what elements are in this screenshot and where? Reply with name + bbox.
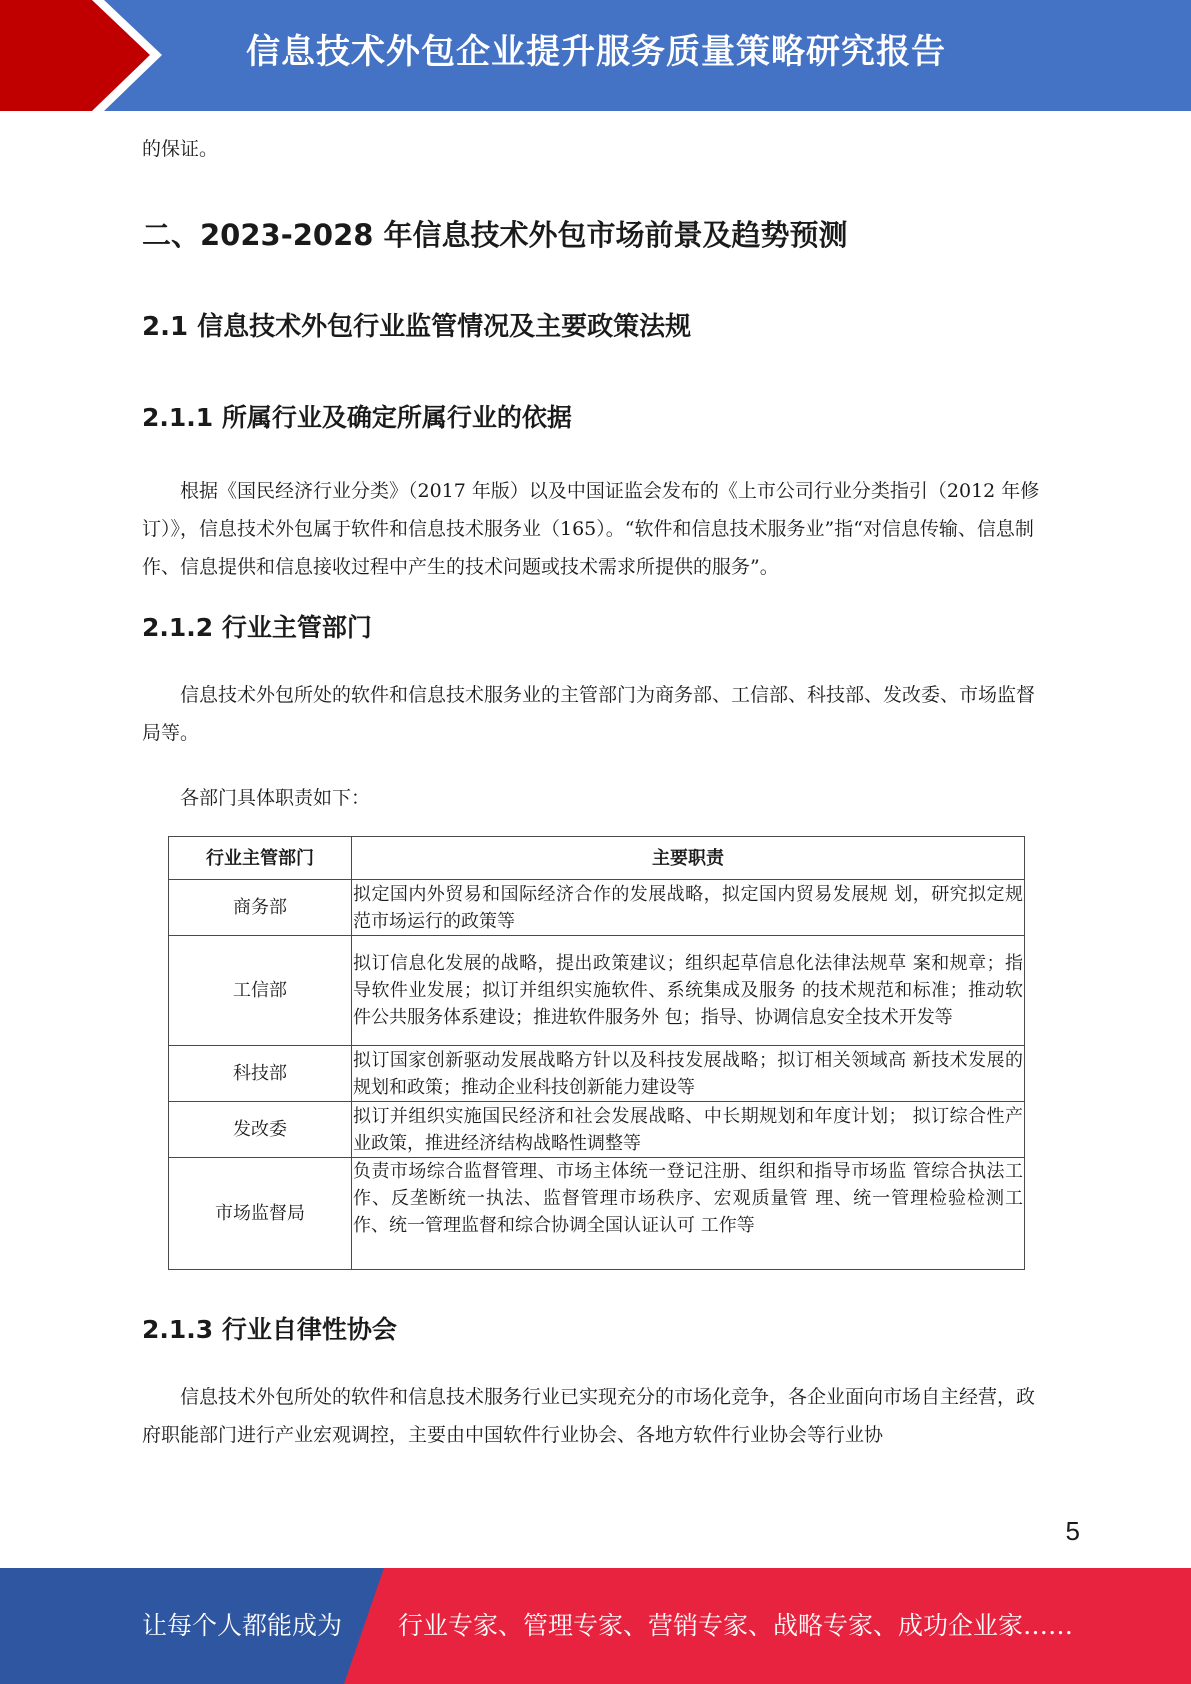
table-row xyxy=(169,936,1025,1046)
table-header-row xyxy=(169,837,1025,880)
table-row xyxy=(169,1102,1025,1158)
paragraph-2-1-3: 信息技术外包所处的软件和信息技术服务行业已实现充分的市场化竞争，各企业面向市场自主经营，政府职能部门进行产业宏观调控，主要由中国软件行业协会、各地方软件行业协会等行业协 xyxy=(142,1386,1036,1446)
table-cell-duty: 拟订国家创新驱动发展战略方针以及科技发展战略；拟订相关领域高 新技术发展的规划和政策；推动企业科技创新能力建设等 xyxy=(352,1046,1025,1102)
paragraph-duties-intro: 各部门具体职责如下： xyxy=(180,787,371,809)
footer-slogan-left: 让每个人都能成为 xyxy=(142,1611,343,1640)
table-header-duty: 主要职责 xyxy=(352,837,1025,880)
table-cell-dept: 市场监督局 xyxy=(169,1158,352,1270)
table-cell-duty: 拟订信息化发展的战略，提出政策建议；组织起草信息化法律法规草 案和规章；指导软件业发展；拟订并组织实施软件、系统集成及服务 的技术规范和标准；推动软件公共服务体系建设；推进软件服务外 包；指导、协调信息安全技术开发等 xyxy=(352,936,1025,1046)
table-cell-dept: 科技部 xyxy=(169,1046,352,1102)
heading-2-1-3: 2.1.3 行业自律性协会 xyxy=(142,1315,397,1344)
footer-slogan-right: 行业专家、管理专家、营销专家、战略专家、成功企业家…… xyxy=(398,1611,1074,1640)
page-header xyxy=(0,0,1191,111)
section-heading: 二、2023-2028 年信息技术外包市场前景及趋势预测 xyxy=(142,218,848,252)
table-cell-duty: 拟定国内外贸易和国际经济合作的发展战略，拟定国内贸易发展规 划，研究拟定规范市场运行的政策等 xyxy=(352,880,1025,936)
subsection-heading: 2.1 信息技术外包行业监管情况及主要政策法规 xyxy=(142,312,692,342)
page-footer xyxy=(0,1568,1191,1684)
header-title: 信息技术外包企业提升服务质量策略研究报告 xyxy=(246,32,946,72)
paragraph-2-1-2: 信息技术外包所处的软件和信息技术服务业的主管部门为商务部、工信部、科技部、发改委、市场监督局等。 xyxy=(142,684,1036,744)
page-content xyxy=(142,130,1046,1454)
department-duties-table xyxy=(168,836,1025,1270)
table-header-dept: 行业主管部门 xyxy=(169,837,352,880)
table-row xyxy=(169,1046,1025,1102)
continuation-text: 的保证。 xyxy=(142,138,219,160)
table-cell-duty: 拟订并组织实施国民经济和社会发展战略、中长期规划和年度计划； 拟订综合性产业政策，推进经济结构战略性调整等 xyxy=(352,1102,1025,1158)
table-row xyxy=(169,1158,1025,1270)
heading-2-1-1: 2.1.1 所属行业及确定所属行业的依据 xyxy=(142,403,572,432)
page-number: 5 xyxy=(1065,1516,1080,1546)
table-cell-dept: 工信部 xyxy=(169,936,352,1046)
heading-2-1-2: 2.1.2 行业主管部门 xyxy=(142,613,372,642)
table-cell-dept: 发改委 xyxy=(169,1102,352,1158)
table-row xyxy=(169,880,1025,936)
table-cell-dept: 商务部 xyxy=(169,880,352,936)
table-cell-duty: 负责市场综合监督管理、市场主体统一登记注册、组织和指导市场监 管综合执法工作、反垄断统一执法、监督管理市场秩序、宏观质量管 理、统一管理检验检测工作、统一管理监督和综合协调全国认证认可 工作等 xyxy=(352,1158,1025,1270)
paragraph-2-1-1: 根据《国民经济行业分类》（2017 年版）以及中国证监会发布的《上市公司行业分类指引（2012 年修订）》，信息技术外包属于软件和信息技术服务业（165）。“软件和信息技术服务业”指“对信息传输、信息制作、信息提供和信息接收过程中产生的技术问题或技术需求所提供的服务”。 xyxy=(142,480,1040,578)
